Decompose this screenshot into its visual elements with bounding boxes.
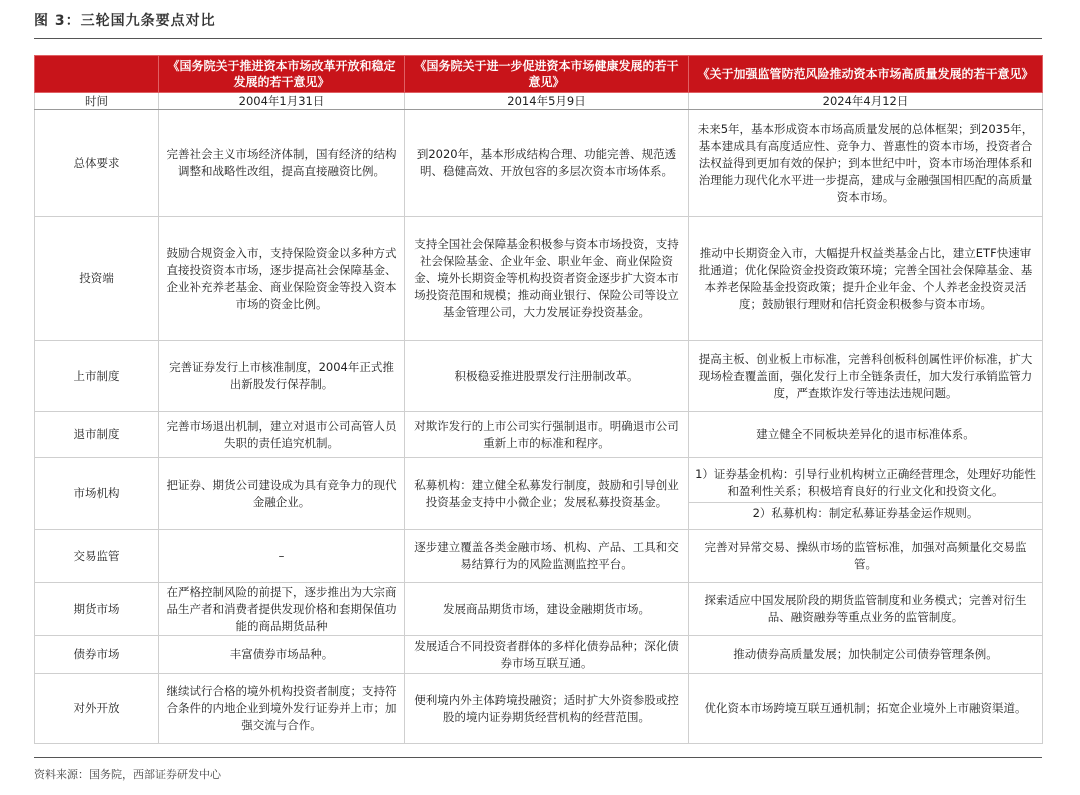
header-doc-2024: 《关于加强监管防范风险推动资本市场高质量发展的若干意见》 xyxy=(689,56,1043,93)
table-row xyxy=(35,341,1043,412)
cell-2014: 发展适合不同投资者群体的多样化债券品种；深化债券市场互联互通。 xyxy=(405,636,689,674)
sub-cell-private-fund: 2）私募机构：制定私募证券基金运作规则。 xyxy=(752,505,979,520)
cell-2024 xyxy=(689,458,1043,530)
cell-2014: 积极稳妥推进股票发行注册制改革。 xyxy=(405,341,689,412)
cell-2024: 完善对异常交易、操纵市场的监管标准，加强对高频量化交易监管。 xyxy=(689,530,1043,583)
cell-2014: 发展商品期货市场，建设金融期货市场。 xyxy=(405,583,689,636)
cell-2024: 建立健全不同板块差异化的退市标准体系。 xyxy=(689,412,1043,458)
table-row xyxy=(35,583,1043,636)
table-row xyxy=(35,530,1043,583)
table-row xyxy=(35,636,1043,674)
table-row xyxy=(35,217,1043,341)
table-row xyxy=(35,458,1043,530)
cell-2014: 逐步建立覆盖各类金融市场、机构、产品、工具和交易结算行为的风险监测监控平台。 xyxy=(405,530,689,583)
row-category: 市场机构 xyxy=(35,458,159,530)
header-doc-2014: 《国务院关于进一步促进资本市场健康发展的若干意见》 xyxy=(405,56,689,93)
row-category: 期货市场 xyxy=(35,583,159,636)
date-2004: 2004年1月31日 xyxy=(159,93,405,110)
cell-2014: 便利境内外主体跨境投融资；适时扩大外资参股或控股的境内证券期货经营机构的经营范围。 xyxy=(405,674,689,744)
cell-2014: 支持全国社会保障基金积极参与资本市场投资，支持社会保险基金、企业年金、职业年金、商业保险资金、境外长期资金等机构投资者资金逐步扩大资本市场投资范围和规模；推动商业银行、保险公司等设立基金管理公司，大力发展证券投资基金。 xyxy=(405,217,689,341)
date-row xyxy=(35,93,1043,110)
cell-2004: 完善社会主义市场经济体制，国有经济的结构调整和战略性改组，提高直接融资比例。 xyxy=(159,110,405,217)
row-category: 上市制度 xyxy=(35,341,159,412)
date-2014: 2014年5月9日 xyxy=(405,93,689,110)
date-2024: 2024年4月12日 xyxy=(689,93,1043,110)
comparison-table xyxy=(34,55,1043,744)
title-divider xyxy=(34,38,1042,39)
cell-2014: 到2020年，基本形成结构合理、功能完善、规范透明、稳健高效、开放包容的多层次资本市场体系。 xyxy=(405,110,689,217)
bottom-divider xyxy=(34,757,1042,758)
cell-2024: 推动债券高质量发展；加快制定公司债券管理条例。 xyxy=(689,636,1043,674)
header-row xyxy=(35,56,1043,93)
cell-2024: 未来5年，基本形成资本市场高质量发展的总体框架；到2035年，基本建成具有高度适应性、竞争力、普惠性的资本市场，投资者合法权益得到更加有效的保护；到本世纪中叶，资本市场治理体系和治理能力现代化水平进一步提高，建成与金融强国相匹配的高质量资本市场。 xyxy=(689,110,1043,217)
table-row xyxy=(35,110,1043,217)
figure-title: 图 3：三轮国九条要点对比 xyxy=(34,13,216,29)
time-label: 时间 xyxy=(35,93,159,110)
row-category: 投资端 xyxy=(35,217,159,341)
cell-2004: – xyxy=(159,530,405,583)
row-category: 债券市场 xyxy=(35,636,159,674)
row-category: 对外开放 xyxy=(35,674,159,744)
row-category: 退市制度 xyxy=(35,412,159,458)
cell-2004: 在严格控制风险的前提下，逐步推出为大宗商品生产者和消费者提供发现价格和套期保值功能的商品期货品种 xyxy=(159,583,405,636)
cell-2004: 丰富债券市场品种。 xyxy=(159,636,405,674)
cell-2004: 把证券、期货公司建设成为具有竞争力的现代金融企业。 xyxy=(159,458,405,530)
cell-2004: 完善证券发行上市核准制度，2004年正式推出新股发行保荐制。 xyxy=(159,341,405,412)
cell-2014: 对欺诈发行的上市公司实行强制退市。明确退市公司重新上市的标准和程序。 xyxy=(405,412,689,458)
row-category: 交易监管 xyxy=(35,530,159,583)
source-note: 资料来源：国务院，西部证券研发中心 xyxy=(34,768,221,781)
cell-2004: 鼓励合规资金入市，支持保险资金以多种方式直接投资资本市场，逐步提高社会保障基金、企业补充养老基金、商业保险资金等投入资本市场的资金比例。 xyxy=(159,217,405,341)
header-corner xyxy=(35,56,159,93)
table-row xyxy=(35,412,1043,458)
table-row xyxy=(35,674,1043,744)
cell-2024: 优化资本市场跨境互联互通机制；拓宽企业境外上市融资渠道。 xyxy=(689,674,1043,744)
cell-2024: 探索适应中国发展阶段的期货监管制度和业务模式；完善对衍生品、融资融券等重点业务的监管制度。 xyxy=(689,583,1043,636)
row-category: 总体要求 xyxy=(35,110,159,217)
cell-2024: 提高主板、创业板上市标准，完善科创板科创属性评价标准，扩大现场检查覆盖面，强化发行上市全链条责任，加大发行承销监管力度，严查欺诈发行等违法违规问题。 xyxy=(689,341,1043,412)
cell-2014: 私募机构：建立健全私募发行制度，鼓励和引导创业投资基金支持中小微企业；发展私募投资基金。 xyxy=(405,458,689,530)
cell-2004: 完善市场退出机制，建立对退市公司高管人员失职的责任追究机制。 xyxy=(159,412,405,458)
header-doc-2004: 《国务院关于推进资本市场改革开放和稳定发展的若干意见》 xyxy=(159,56,405,93)
cell-2024: 推动中长期资金入市，大幅提升权益类基金占比，建立ETF快速审批通道；优化保险资金投资政策环境；完善全国社会保障基金、基本养老保险基金投资政策；提升企业年金、个人养老金投资灵活度；鼓励银行理财和信托资金积极参与资本市场。 xyxy=(689,217,1043,341)
cell-2004: 继续试行合格的境外机构投资者制度；支持符合条件的内地企业到境外发行证券并上市；加强交流与合作。 xyxy=(159,674,405,744)
sub-cell-securities-fund: 1）证券基金机构：引导行业机构树立正确经营理念，处理好功能性和盈利性关系；积极培育良好的行业文化和投资文化。 xyxy=(695,466,1036,498)
